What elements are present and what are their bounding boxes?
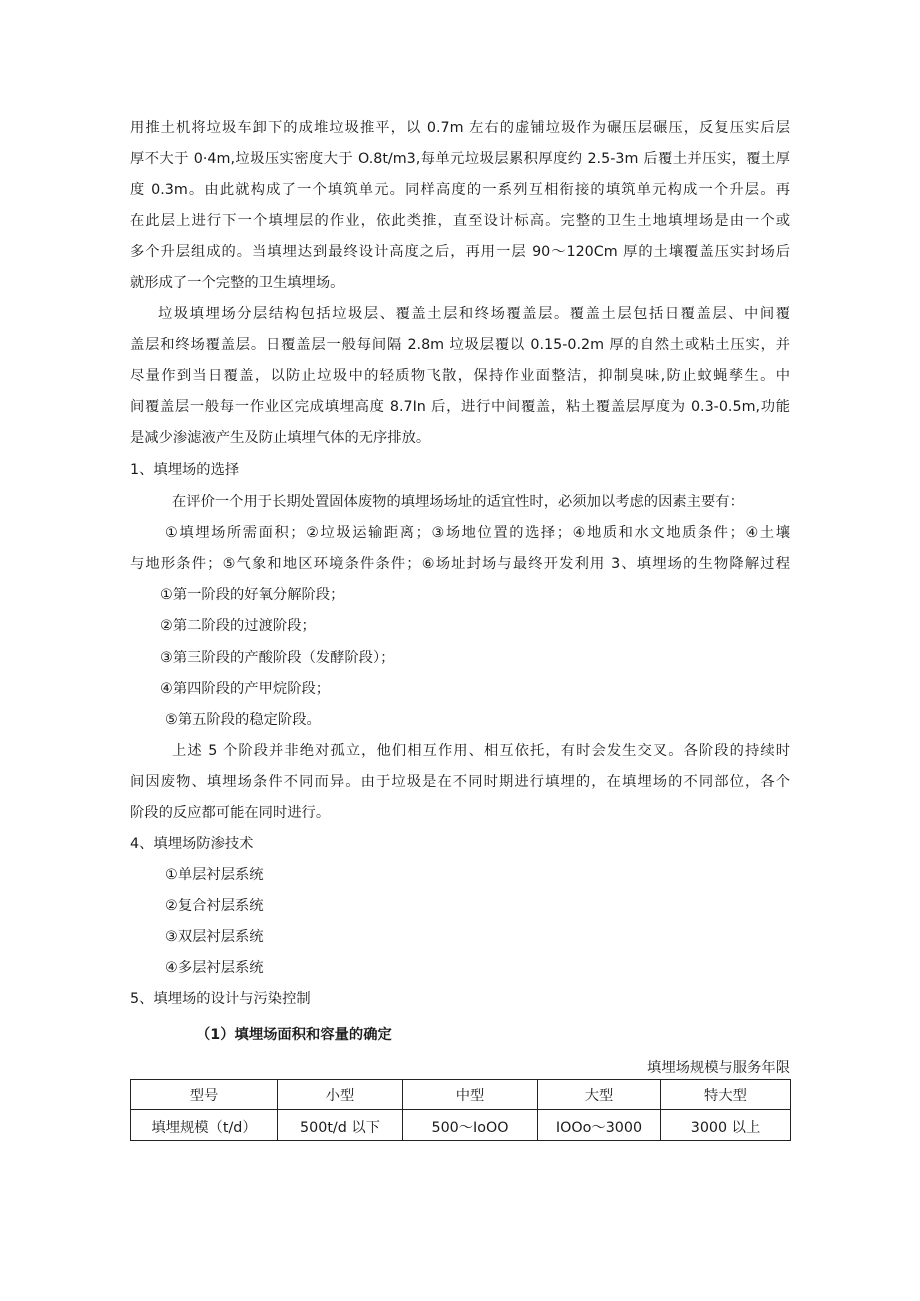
paragraph-line: 尽量作到当日覆盖，以防止垃圾中的轻质物飞散，保持作业面整洁，抑制臭味,防止蚊蝇孳生。中 — [130, 368, 790, 384]
paragraph-line: 用推土机将垃圾车卸下的成堆垃圾推平，以 0.7m 左右的虚铺垃圾作为碾压层碾压，反复压实后层 — [130, 120, 790, 136]
list-item: ③第三阶段的产酸阶段（发酵阶段）； — [160, 650, 395, 666]
list-item: ④第四阶段的产甲烷阶段； — [160, 681, 331, 697]
list-item: ④多层衬层系统 — [165, 960, 264, 976]
table-cell: 500t∕d 以下 — [278, 1110, 403, 1141]
paragraph-line: 就形成了一个完整的卫生填埋场。 — [130, 275, 345, 291]
section-heading: 1、填埋场的选择 — [130, 462, 240, 478]
paragraph-line: 间覆盖层一般每一作业区完成填埋高度 8.7In 后，进行中间覆盖，粘土覆盖层厚度为 0.3-0.5m,功能 — [130, 399, 790, 415]
paragraph-line: 间因废物、填埋场条件不同而异。由于垃圾是在不同时期进行填埋的，在填埋场的不同部位，各个 — [130, 774, 790, 790]
table-caption: 填埋场规模与服务年限 — [647, 1060, 790, 1076]
table-header-cell: 中型 — [403, 1080, 538, 1110]
table-cell: 填埋规模（t∕d） — [131, 1110, 278, 1141]
paragraph-line: 多个升层组成的。当填埋达到最终设计高度之后，再用一层 90～120Cm 厚的土壤覆盖压实封场后 — [130, 244, 790, 260]
paragraph-line: 厚不大于 0·4m,垃圾压实密度大于 O.8t∕m3,每单元垃圾层累积厚度约 2.5-3m 后覆土并压实，覆土厚 — [130, 151, 790, 167]
table-header-cell: 特大型 — [661, 1080, 791, 1110]
table-cell: 500～IoOO — [403, 1110, 538, 1141]
paragraph-line: 是减少渗滤液产生及防止填埋气体的无序排放。 — [130, 430, 431, 446]
paragraph-line: 盖层和终场覆盖层。日覆盖层一般每间隔 2.8m 垃圾层覆以 0.15-0.2m 厚的自然土或粘土压实，并 — [130, 337, 790, 353]
paragraph-line: 与地形条件；⑤气象和地区环境条件条件；⑥场址封场与最终开发利用 3、填埋场的生物降解过程 — [130, 556, 790, 572]
paragraph-line: 阶段的反应都可能在同时进行。 — [130, 805, 331, 821]
paragraph-line: 度 0.3m。由此就构成了一个填筑单元。同样高度的一系列互相衔接的填筑单元构成一个升层。再 — [130, 182, 790, 198]
subsection-heading: （1）填埋场面积和容量的确定 — [196, 1027, 392, 1043]
table-cell: 3000 以上 — [661, 1110, 791, 1141]
paragraph-line: ①填埋场所需面积；②垃圾运输距离；③场地位置的选择；④地质和水文地质条件；④土壤 — [165, 525, 790, 541]
list-item: ⑤第五阶段的稳定阶段。 — [165, 712, 321, 728]
paragraph-line: 垃圾填埋场分层结构包括垃圾层、覆盖土层和终场覆盖层。覆盖土层包括日覆盖层、中间覆 — [158, 306, 790, 322]
paragraph-line: 在评价一个用于长期处置固体废物的填埋场场址的适宜性时，必须加以考虑的因素主要有： — [172, 494, 744, 510]
list-item: ①单层衬层系统 — [165, 867, 264, 883]
list-item: ③双层衬层系统 — [165, 929, 264, 945]
table-header-cell: 小型 — [278, 1080, 403, 1110]
section-heading: 5、填埋场的设计与污染控制 — [130, 991, 311, 1007]
table-row — [131, 1110, 791, 1141]
scale-table — [130, 1079, 791, 1141]
list-item: ①第一阶段的好氧分解阶段； — [160, 587, 345, 603]
table-header-row — [131, 1080, 791, 1110]
paragraph-line: 在此层上进行下一个填埋层的作业，依此类推，直至设计标高。完整的卫生土地填埋场是由一个或 — [130, 213, 790, 229]
table-cell: IOOo～3000 — [538, 1110, 661, 1141]
table-header-cell: 型号 — [131, 1080, 278, 1110]
section-heading: 4、填埋场防渗技术 — [130, 836, 254, 852]
list-item: ②第二阶段的过渡阶段； — [160, 618, 316, 634]
list-item: ②复合衬层系统 — [165, 898, 264, 914]
paragraph-line: 上述 5 个阶段并非绝对孤立，他们相互作用、相互依托，有时会发生交叉。各阶段的持续时 — [172, 743, 790, 759]
table-header-cell: 大型 — [538, 1080, 661, 1110]
